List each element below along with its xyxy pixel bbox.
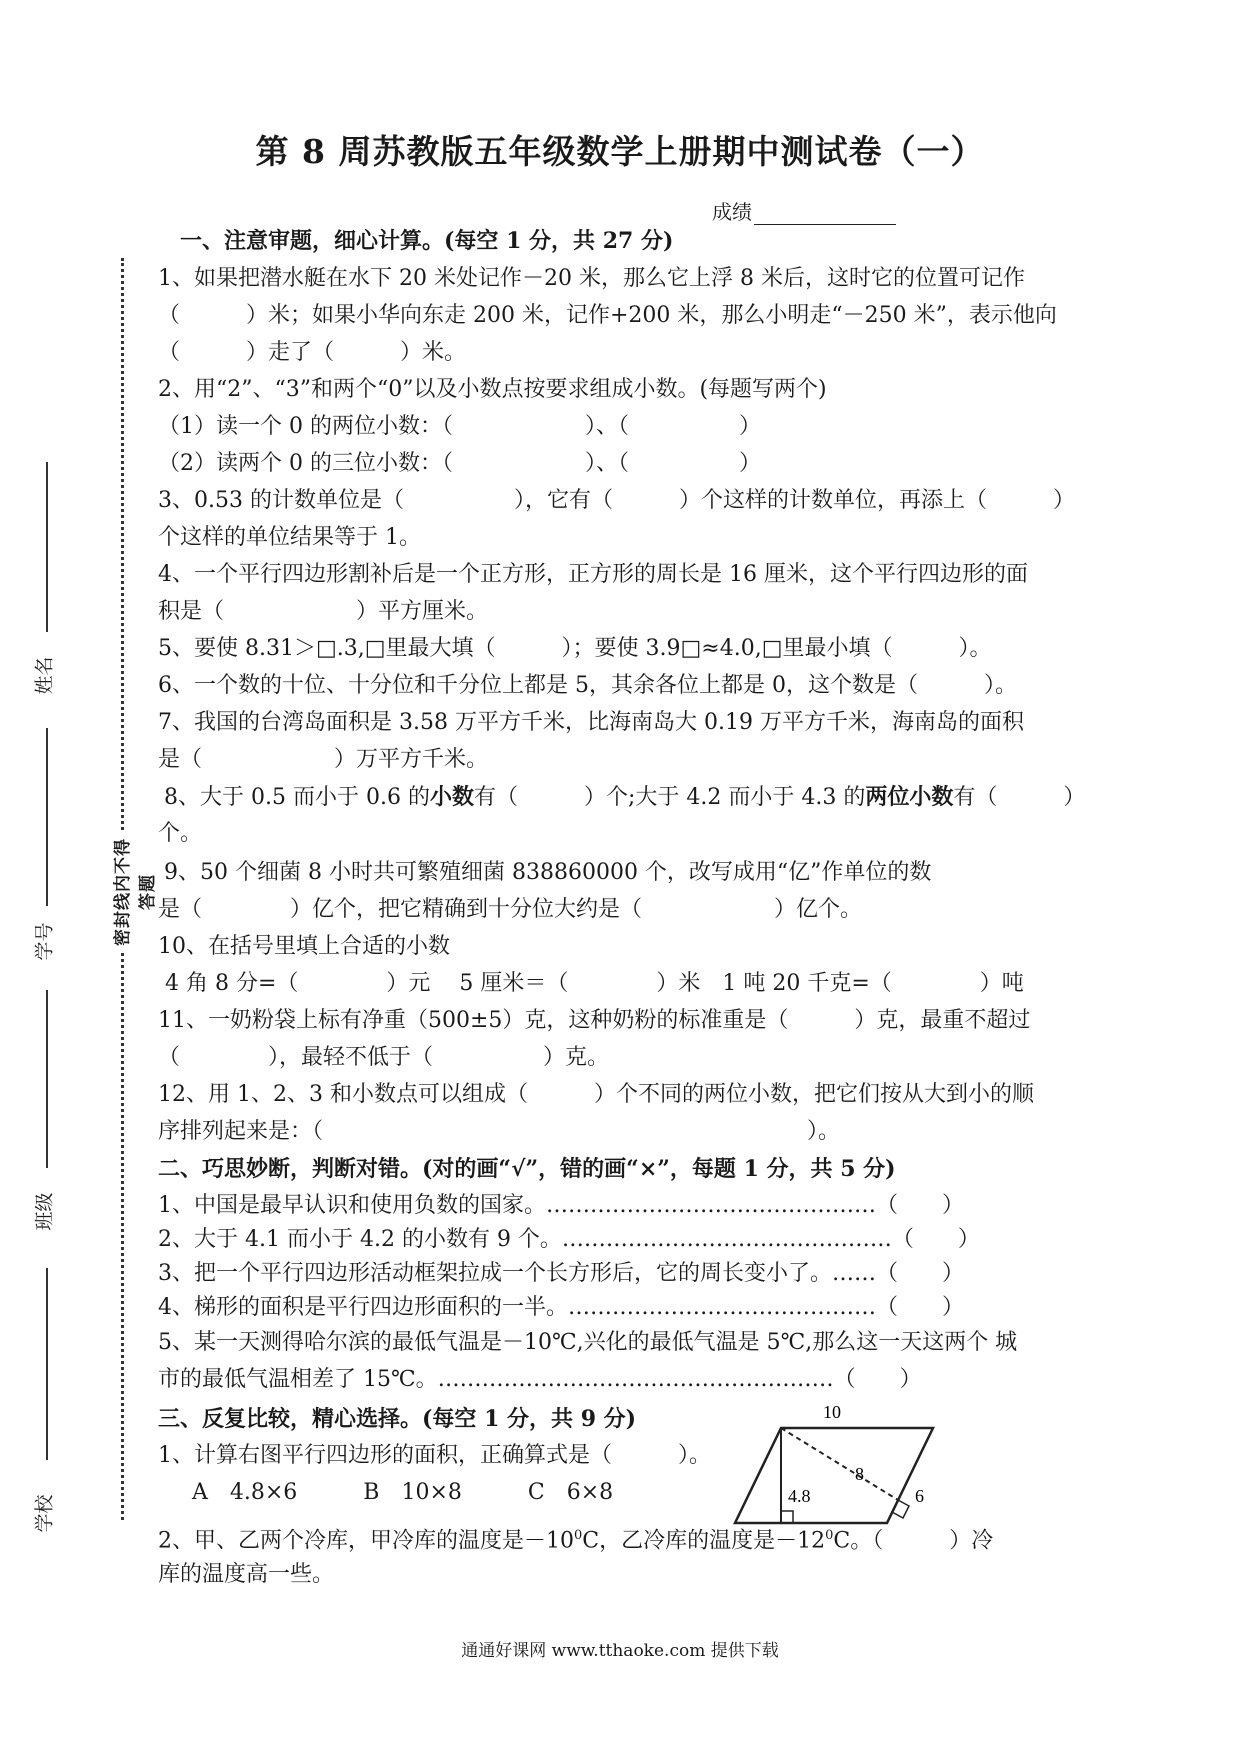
q8-part: 8、大于 0.5 而小于 0.6 的 xyxy=(164,785,430,810)
s1-line: （2）读两个 0 的三位小数：（ ）、（ ） xyxy=(158,451,761,476)
s1-line: 4、一个平行四边形割补后是一个正方形，正方形的周长是 16 厘米，这个平行四边形的面 xyxy=(158,562,1028,587)
footer-text: 通通好课网 www.tthaoke.com 提供下载 xyxy=(461,1641,779,1661)
school-label: 学校 xyxy=(33,1494,56,1533)
label-diagonal: 8 xyxy=(855,1464,864,1484)
score-field xyxy=(712,196,896,225)
parallelogram-figure xyxy=(735,1402,955,1530)
s1-line: 个。 xyxy=(158,821,203,846)
s1-line: 是（ ）万平方千米。 xyxy=(158,747,489,772)
score-blank[interactable] xyxy=(754,206,896,225)
s1-line: 6、一个数的十位、十分位和千分位上都是 5，其余各位上都是 0，这个数是（ ）。 xyxy=(158,673,1017,698)
s2-line: 市的最低气温相差了 15℃。………………………………………………（ ） xyxy=(158,1367,922,1392)
s1-line: 是（ ）亿个，把它精确到十分位大约是（ ）亿个。 xyxy=(158,897,863,922)
q2-part: 2、甲、乙两个冷库，甲冷库的温度是－10 xyxy=(158,1528,574,1554)
s2-line: 5、某一天测得哈尔滨的最低气温是－10℃,兴化的最低气温是 5℃,那么这一天这两个 城 xyxy=(158,1330,1018,1355)
s3-q1-options: A 4.8×6 B 10×8 C 6×8 xyxy=(192,1480,614,1505)
s1-line: 积是（ ）平方厘米。 xyxy=(158,599,489,624)
id-label: 学号 xyxy=(33,922,56,961)
school-blank-line[interactable] xyxy=(46,1268,48,1460)
q2-sup: 0 xyxy=(825,1528,834,1543)
class-label: 班级 xyxy=(33,1192,56,1231)
q2-sup: 0 xyxy=(574,1528,583,1543)
name-label: 姓名 xyxy=(33,656,56,695)
q8-part: 有（ ）个;大于 4.2 而小于 4.3 的 xyxy=(473,785,866,810)
s2-line: 4、梯形的面积是平行四边形面积的一半。……………………………………（ ） xyxy=(158,1295,964,1320)
s1-line: （ ）走了（ ）米。 xyxy=(158,340,467,365)
s1-line: 12、用 1、2、3 和小数点可以组成（ ）个不同的两位小数，把它们按从大到小的顺 xyxy=(158,1082,1034,1107)
s1-line: 7、我国的台湾岛面积是 3.58 万平方千米，比海南岛大 0.19 万平方千米，海南岛的面积 xyxy=(158,710,1024,735)
s1-line: 9、50 个细菌 8 小时共可繁殖细菌 838860000 个，改写成用“亿”作单位的数 xyxy=(164,860,932,885)
s1-line: 序排列起来是：（ ）。 xyxy=(158,1119,841,1144)
s1-line: （ ），最轻不低于（ ）克。 xyxy=(158,1045,610,1070)
s1-line: 5、要使 8.31＞□.3,□里最大填（ ）；要使 3.9□≈4.0,□里最小填（ ）。 xyxy=(158,636,992,661)
s1-line: 10、在括号里填上合适的小数 xyxy=(158,934,450,959)
section3-heading: 三、反复比较，精心选择。(每空 1 分，共 9 分) xyxy=(158,1406,637,1432)
s2-line: 1、中国是最早认识和使用负数的国家。………………………………………（ ） xyxy=(158,1193,964,1218)
s3-q2-line2: 库的温度高一些。 xyxy=(158,1562,335,1587)
q2-part: C，乙冷库的温度是－12 xyxy=(582,1528,826,1554)
s3-q1: 1、计算右图平行四边形的面积，正确算式是（ ）。 xyxy=(158,1443,711,1468)
score-label: 成绩 xyxy=(712,200,752,224)
q8-part: 有（ ） xyxy=(953,785,1086,810)
s1-line: （1）读一个 0 的两位小数：（ ）、（ ） xyxy=(158,414,761,439)
s1-q8-line xyxy=(164,782,1085,813)
q8-bold: 两位小数 xyxy=(865,784,954,810)
name-blank-line[interactable] xyxy=(46,462,48,632)
label-top: 10 xyxy=(823,1402,841,1422)
s1-line: 个这样的单位结果等于 1。 xyxy=(158,525,421,550)
page-title: 第 8 周苏教版五年级数学上册期中测试卷（一） xyxy=(255,132,985,171)
s1-line: 1、如果把潜水艇在水下 20 米处记作－20 米，那么它上浮 8 米后，这时它的位置可记作 xyxy=(158,266,1025,291)
label-height: 4.8 xyxy=(788,1486,811,1506)
s1-line: 4 角 8 分=（ ）元 5 厘米＝（ ）米 1 吨 20 千克=（ ）吨 xyxy=(158,971,1024,996)
q2-part: C。（ ）冷 xyxy=(833,1528,994,1554)
parallelogram-shape xyxy=(735,1428,933,1523)
s2-line: 2、大于 4.1 而小于 4.2 的小数有 9 个。………………………………………（ ） xyxy=(158,1227,980,1252)
s1-line: 3、0.53 的计数单位是（ ），它有（ ）个这样的计数单位，再添上（ ） xyxy=(158,488,1075,513)
section2-heading: 二、巧思妙断，判断对错。(对的画“√”，错的画“×”，每题 1 分，共 5 分) xyxy=(158,1156,896,1182)
label-side: 6 xyxy=(915,1486,924,1506)
right-angle-mark xyxy=(781,1511,793,1523)
s1-line: （ ）米；如果小华向东走 200 米，记作+200 米，那么小明走“－250 米”，表示他向 xyxy=(158,303,1057,328)
s2-line: 3、把一个平行四边形活动框架拉成一个长方形后，它的周长变小了。……（ ） xyxy=(158,1261,964,1286)
s1-line: 2、用“2”、“3”和两个“0”以及小数点按要求组成小数。(每题写两个) xyxy=(158,377,827,402)
section1-heading: 一、注意审题，细心计算。(每空 1 分，共 27 分) xyxy=(180,228,674,254)
s1-line: 11、一奶粉袋上标有净重（500±5）克，这种奶粉的标准重是（ ）克，最重不超过 xyxy=(158,1008,1031,1033)
q8-bold: 小数 xyxy=(429,784,474,810)
seal-text: 密封线内不得答题 xyxy=(108,832,132,952)
class-blank-line[interactable] xyxy=(46,990,48,1168)
id-blank-line[interactable] xyxy=(46,728,48,906)
